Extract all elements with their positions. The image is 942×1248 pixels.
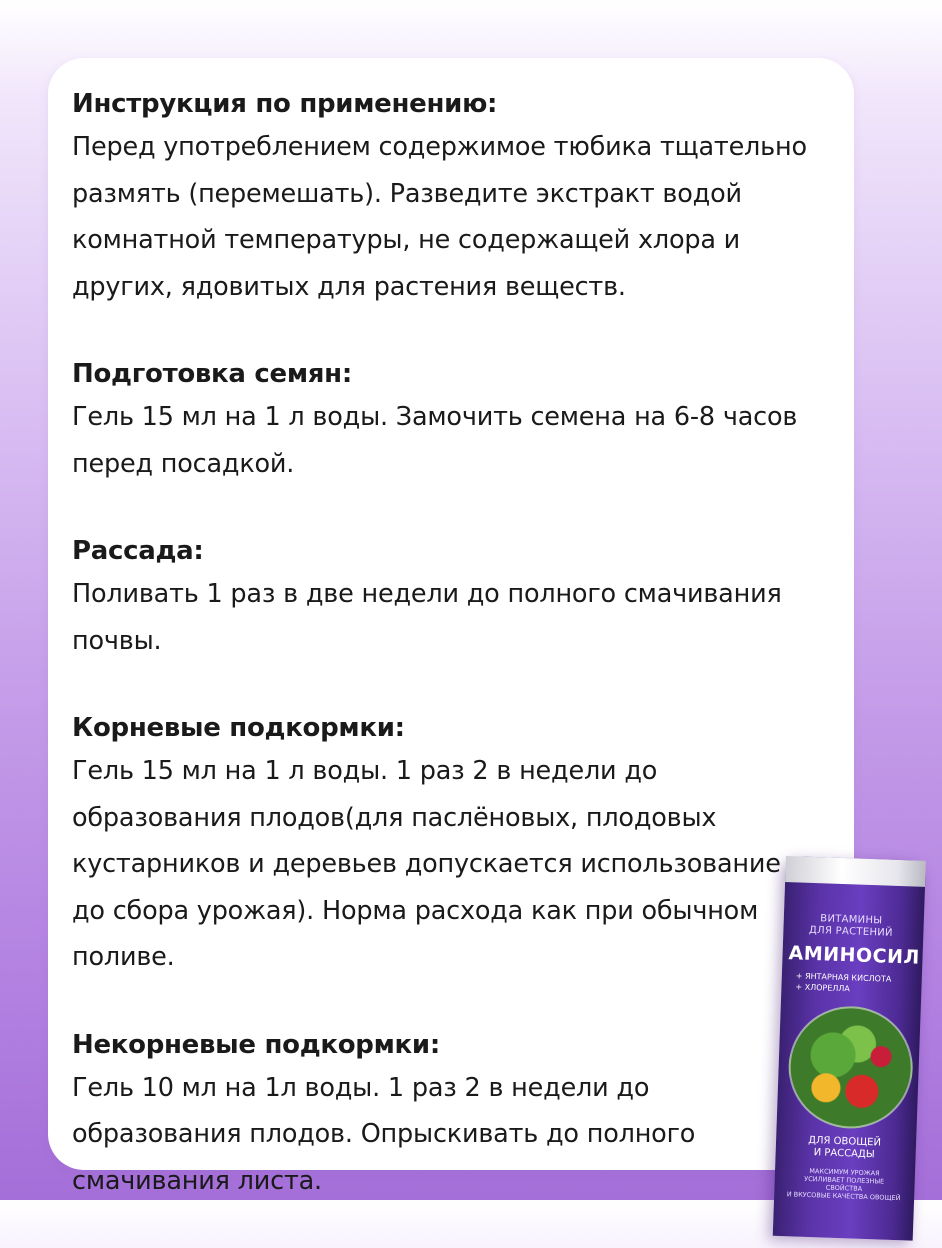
section-line: комнатной температуры, не содержащей хлора и [72, 225, 741, 255]
section-line: размять (перемешать). Разведите экстракт водой [72, 178, 742, 209]
section-line: кустарников и деревьев допускается использование [72, 849, 781, 879]
tube-ingredient: + ХЛОРЕЛЛА [795, 982, 850, 994]
tube-fine-line: УСИЛИВАЕТ ПОЛЕЗНЫЕ СВОЙСТВА [804, 1174, 885, 1193]
section-line: смачивания листа. [72, 1165, 322, 1196]
section-heading: Некорневые подкормки: [72, 1029, 440, 1060]
tube-brand-name: АМИНОСИЛ [788, 942, 921, 969]
tube-fine-print [786, 1166, 902, 1202]
section-seedlings [72, 531, 812, 664]
tube-label-line: ДЛЯ ОВОЩЕЙ [807, 1134, 882, 1149]
tube-fine-line: И ВКУСОВЫЕ КАЧЕСТВА ОВОЩЕЙ [786, 1190, 901, 1203]
section-root-feeding [72, 708, 812, 981]
vegetables-illustration [787, 1004, 915, 1130]
section-line: Гель 15 мл на 1 л воды. 1 раз 2 в недели до [72, 756, 658, 786]
section-heading: Подготовка семян: [72, 359, 352, 389]
section-heading: Корневые подкормки: [72, 713, 405, 743]
section-line: Перед употреблением содержимое тюбика тщательно [72, 132, 807, 162]
tube-cap [785, 856, 926, 887]
section-line: Гель 10 мл на 1л воды. 1 раз 2 в недели до [72, 1072, 650, 1103]
tube-label-line: ВИТАМИНЫ [820, 913, 883, 927]
section-line: до сбора урожая). Норма расхода как при обычном [72, 895, 759, 926]
tube-label-line: И РАССАДЫ [813, 1147, 875, 1161]
tube-ingredient: + ЯНТАРНАЯ КИСЛОТА [795, 971, 892, 984]
section-usage [72, 84, 812, 310]
section-heading: Рассада: [72, 536, 204, 566]
section-line: других, ядовитых для растения веществ. [72, 271, 626, 302]
section-line: Гель 15 мл на 1 л воды. Замочить семена на 6-8 часов [72, 402, 798, 432]
tube-purpose-label [791, 1134, 897, 1162]
section-line: поливе. [72, 942, 175, 972]
section-line: перед посадкой. [72, 448, 295, 479]
section-line: почвы. [72, 625, 162, 656]
product-tube-image [773, 856, 926, 1241]
section-line: образования плодов(для паслёновых, плодовых [72, 802, 717, 833]
section-seeds [72, 354, 812, 487]
section-line: образования плодов. Опрыскивать до полного [72, 1119, 696, 1149]
tube-label-line: ДЛЯ РАСТЕНИЙ [808, 924, 893, 939]
section-foliar-feeding [72, 1025, 812, 1205]
tube-ingredients [795, 970, 906, 996]
tube-fine-line: МАКСИМУМ УРОЖАЯ [809, 1167, 880, 1178]
tube-category-label [793, 912, 909, 940]
section-line: Поливать 1 раз в две недели до полного смачивания [72, 579, 782, 609]
instructions-content [72, 84, 812, 1248]
section-heading: Инструкция по применению: [72, 89, 498, 119]
